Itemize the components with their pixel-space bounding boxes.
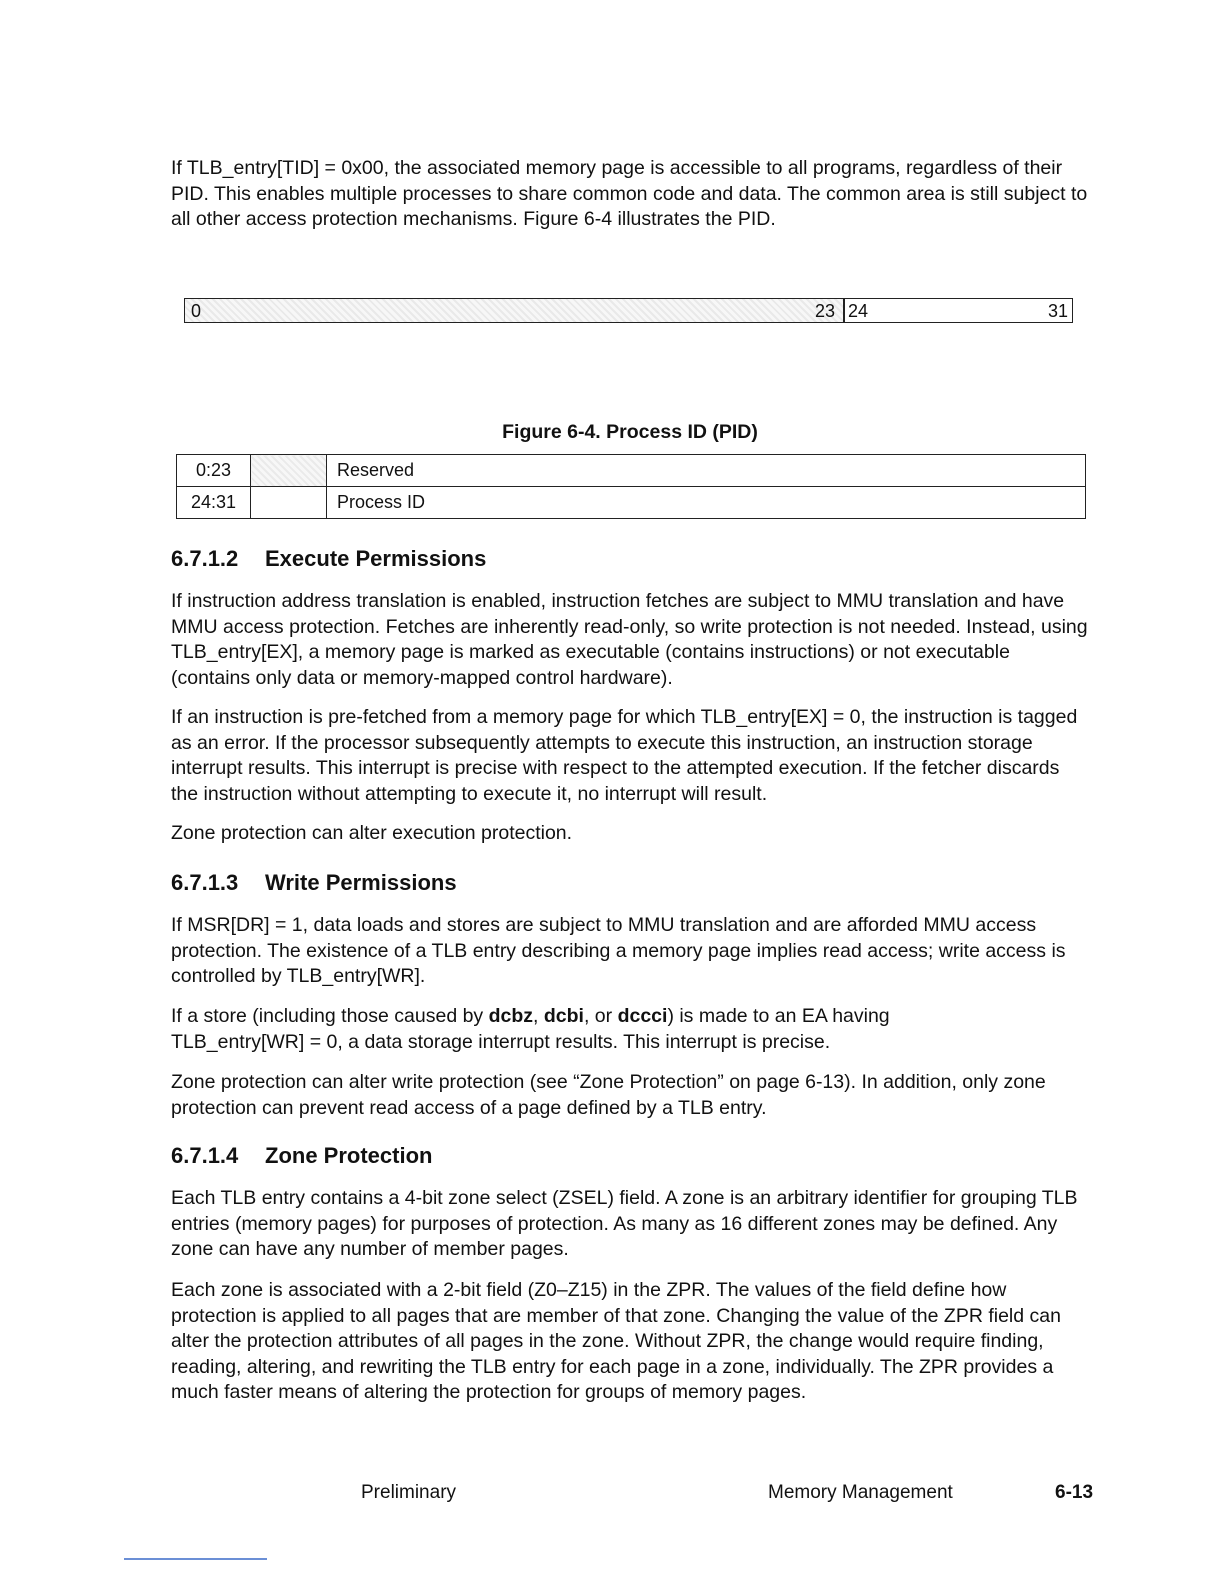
figure-caption: Figure 6-4. Process ID (PID) bbox=[502, 421, 758, 443]
bottom-rule bbox=[124, 1558, 267, 1560]
page-number: 6-13 bbox=[1055, 1482, 1094, 1503]
text-run: ) is made to an EA having TLB_entry[WR] = 0, a data storage interrupt results. This interrupt is precise. bbox=[171, 1005, 890, 1053]
instruction-dcbz: dcbz bbox=[488, 1005, 534, 1027]
execute-paragraph-3: Zone protection can alter execution protection. bbox=[171, 822, 573, 844]
write-paragraph-3: Zone protection can alter write protection (see “Zone Protection” on page 6-13). In addition, only zone protection can prevent read access of a page defined by a TLB entry. bbox=[171, 1071, 1046, 1119]
text-run: If a store (including those caused by bbox=[171, 1005, 489, 1027]
section-number: 6.7.1.4 bbox=[171, 1143, 239, 1168]
field-divider bbox=[843, 299, 845, 322]
section-heading-zone-protection bbox=[171, 1142, 432, 1170]
section-heading-write-permissions bbox=[171, 869, 457, 897]
text-run: , or bbox=[583, 1005, 618, 1027]
field-bits: 0:23 bbox=[177, 455, 251, 487]
zone-paragraph-1: Each TLB entry contains a 4-bit zone select (ZSEL) field. A zone is an arbitrary identifier for grouping TLB entries (memory pages) for purposes of protection. As many as 16 different zones may be defined. Any zone can have any number of member pages. bbox=[171, 1187, 1078, 1260]
table-row bbox=[177, 455, 1086, 487]
footer-chapter-title: Memory Management bbox=[768, 1482, 953, 1503]
pid-field-table bbox=[176, 454, 1086, 519]
field-bits: 24:31 bbox=[177, 487, 251, 519]
field-shade-cell bbox=[251, 487, 327, 519]
zone-paragraph-2: Each zone is associated with a 2-bit field (Z0–Z15) in the ZPR. The values of the field define how protection is applied to all pages that are member of that zone. Changing the value of the ZPR field can alter the protection attributes of all pages in the zone. Without ZPR, the change would require finding, reading, altering, and rewriting the TLB entry for each page in a zone, individually. The ZPR provides a much faster means of altering the protection for groups of memory pages. bbox=[171, 1279, 1061, 1403]
reserved-field-shading bbox=[185, 299, 843, 322]
section-title: Zone Protection bbox=[265, 1143, 433, 1168]
section-number: 6.7.1.3 bbox=[171, 870, 239, 895]
field-description: Reserved bbox=[327, 455, 1086, 487]
write-paragraph-1: If MSR[DR] = 1, data loads and stores are subject to MMU translation and are afforded MMU access protection. The existence of a TLB entry describing a memory page implies read access; write access is controlled by TLB_entry[WR]. bbox=[171, 914, 1066, 987]
bit-label-31: 31 bbox=[1047, 301, 1068, 321]
section-title: Execute Permissions bbox=[265, 546, 487, 571]
pid-register-diagram bbox=[184, 298, 1073, 323]
intro-paragraph: If TLB_entry[TID] = 0x00, the associated memory page is accessible to all programs, regardless of their PID. This enables multiple processes to share common code and data. The common area is still subject to all other access protection mechanisms. Figure 6-4 illustrates the PID. bbox=[171, 157, 1088, 230]
section-title: Write Permissions bbox=[265, 870, 457, 895]
execute-paragraph-2: If an instruction is pre-fetched from a memory page for which TLB_entry[EX] = 0, the instruction is tagged as an error. If the processor subsequently attempts to execute this instruction, an instruction storage interrupt results. This interrupt is precise with respect to the attempted execution. If the fetcher discards the instruction without attempting to execute it, no interrupt will result. bbox=[171, 706, 1078, 805]
field-description: Process ID bbox=[327, 487, 1086, 519]
bit-label-23: 23 bbox=[815, 301, 836, 321]
bit-label-start: 0 bbox=[191, 301, 202, 321]
section-number: 6.7.1.2 bbox=[171, 546, 239, 571]
table-row bbox=[177, 487, 1086, 519]
execute-paragraph-1: If instruction address translation is enabled, instruction fetches are subject to MMU translation and have MMU access protection. Fetches are inherently read-only, so write protection is not needed. Instead, using TLB_entry[EX], a memory page is marked as executable (contains instructions) or not executable (contains only data or memory-mapped control hardware). bbox=[171, 590, 1088, 689]
bit-label-24: 24 bbox=[848, 301, 869, 321]
instruction-dcbi: dcbi bbox=[543, 1005, 584, 1027]
write-paragraph-2 bbox=[171, 1004, 971, 1055]
instruction-dccci: dccci bbox=[617, 1005, 668, 1027]
footer-status: Preliminary bbox=[361, 1482, 457, 1503]
field-shade-cell bbox=[251, 455, 327, 487]
section-heading-execute-permissions bbox=[171, 545, 486, 573]
text-run: , bbox=[533, 1005, 544, 1027]
